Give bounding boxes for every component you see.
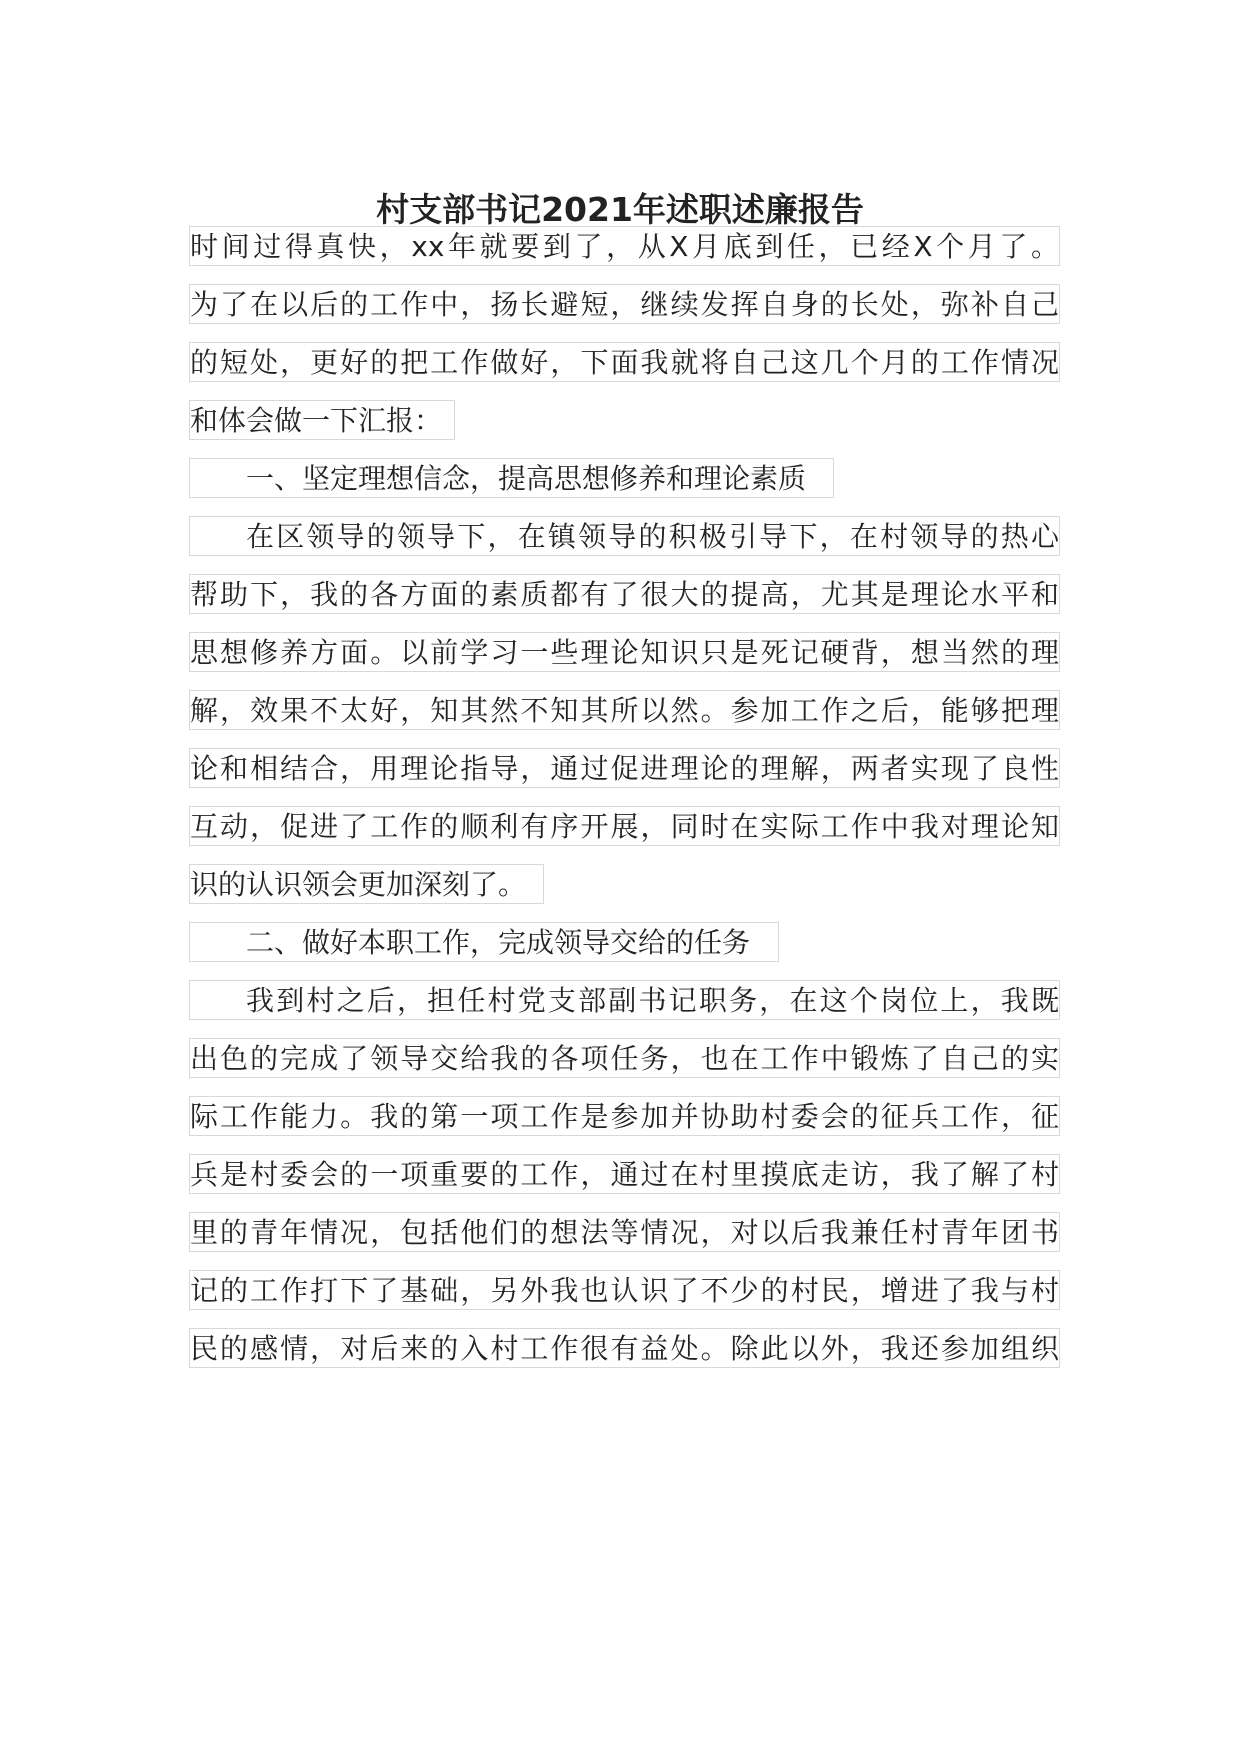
paragraph-line: 识的认识领会更加深刻了。 <box>189 864 544 904</box>
paragraph-line: 解，效果不太好，知其然不知其所以然。参加工作之后，能够把理 <box>189 690 1060 730</box>
document-title: 村支部书记2021年述职述廉报告 <box>376 190 864 229</box>
paragraph-line: 为了在以后的工作中，扬长避短，继续发挥自身的长处，弥补自己 <box>189 284 1060 324</box>
paragraph-line: 我到村之后，担任村党支部副书记职务，在这个岗位上，我既 <box>189 980 1060 1020</box>
paragraph-line: 记的工作打下了基础，另外我也认识了不少的村民，增进了我与村 <box>189 1270 1060 1310</box>
paragraph-line: 民的感情，对后来的入村工作很有益处。除此以外，我还参加组织 <box>189 1328 1060 1368</box>
paragraph-line: 际工作能力。我的第一项工作是参加并协助村委会的征兵工作，征 <box>189 1096 1060 1136</box>
section-heading: 一、坚定理想信念，提高思想修养和理论素质 <box>189 458 834 498</box>
paragraph-line: 在区领导的领导下，在镇领导的积极引导下，在村领导的热心 <box>189 516 1060 556</box>
paragraph-line: 帮助下，我的各方面的素质都有了很大的提高，尤其是理论水平和 <box>189 574 1060 614</box>
paragraph-line: 论和相结合，用理论指导，通过促进理论的理解，两者实现了良性 <box>189 748 1060 788</box>
paragraph-line: 互动，促进了工作的顺利有序开展，同时在实际工作中我对理论知 <box>189 806 1060 846</box>
paragraph-line: 时间过得真快，xx年就要到了，从X月底到任，已经X个月了。 <box>189 226 1060 266</box>
paragraph-line: 的短处，更好的把工作做好，下面我就将自己这几个月的工作情况 <box>189 342 1060 382</box>
paragraph-line: 思想修养方面。以前学习一些理论知识只是死记硬背，想当然的理 <box>189 632 1060 672</box>
paragraph-line: 里的青年情况，包括他们的想法等情况，对以后我兼任村青年团书 <box>189 1212 1060 1252</box>
paragraph-line: 出色的完成了领导交给我的各项任务，也在工作中锻炼了自己的实 <box>189 1038 1060 1078</box>
paragraph-line: 兵是村委会的一项重要的工作，通过在村里摸底走访，我了解了村 <box>189 1154 1060 1194</box>
paragraph-line: 和体会做一下汇报： <box>189 400 455 440</box>
section-heading: 二、做好本职工作，完成领导交给的任务 <box>189 922 779 962</box>
